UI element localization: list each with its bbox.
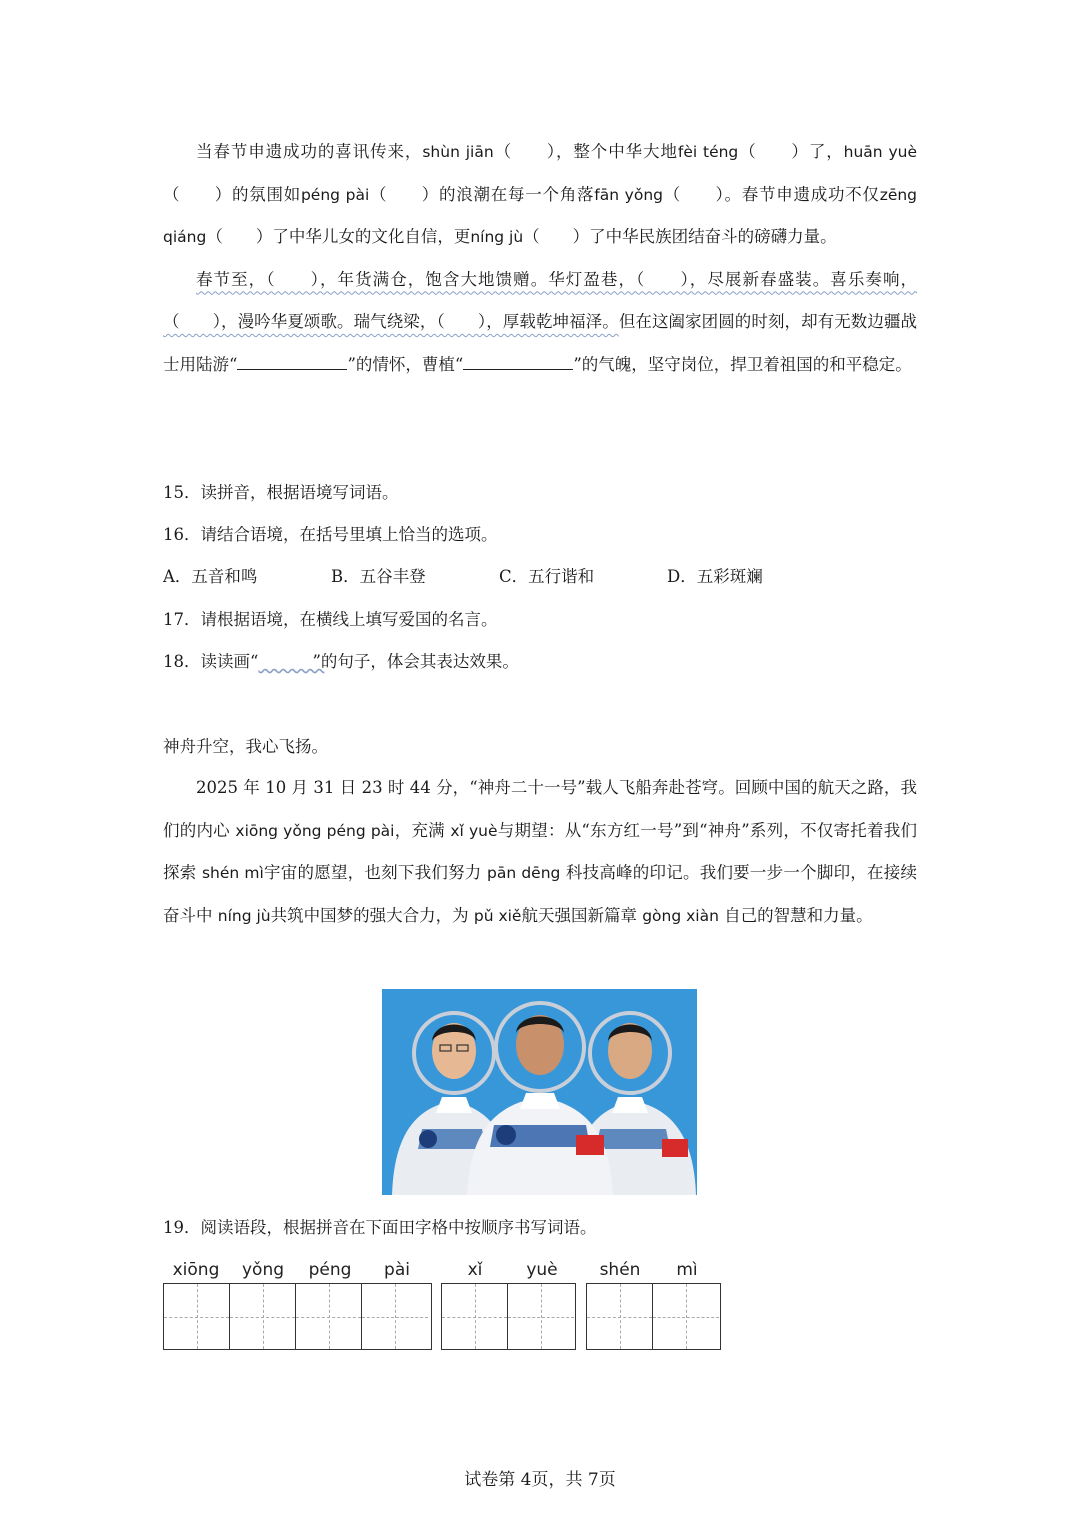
page-footer: 试卷第 4页，共 7页: [464, 1470, 616, 1490]
pinyin-label: xiōng: [172, 1260, 220, 1280]
option-a: A．五音和鸣: [163, 567, 258, 586]
option-c: C．五行谐和: [499, 567, 595, 586]
pinyin-label: mì: [676, 1260, 698, 1280]
text-run: 2025 年 10 月 31 日 23 时 44 分，“神舟二十一号”载人飞船奔赴苍穹。回顾中国的航天之路，我们的内心: [163, 778, 917, 840]
answer-blank[interactable]: [237, 368, 347, 370]
pinyin: pān dēng: [487, 864, 561, 882]
pinyin: xiōng yǒng péng pài: [235, 821, 395, 840]
tianzige-group-1: [163, 1283, 432, 1350]
question-16: 16．请结合语境，在括号里填上恰当的选项。: [163, 525, 498, 544]
pinyin: xǐ yuè: [450, 821, 498, 840]
text-run: 但在这阖家团圆的时刻，却有无数边疆战士用陆游“: [163, 312, 918, 374]
tianzige-group-2: [441, 1283, 576, 1350]
text-run: （ ）了中华儿女的文化自信，更: [206, 227, 471, 246]
text-run: 与期望：从“东方红一号”到“神舟”系列，不仅寄托着我们探索: [163, 820, 917, 882]
tianzige-cell[interactable]: [653, 1284, 719, 1349]
option-b: B．五谷丰登: [331, 567, 426, 586]
option-d: D．五彩斑斓: [667, 567, 763, 586]
tianzige-cell[interactable]: [296, 1284, 362, 1349]
tianzige-cell[interactable]: [508, 1284, 574, 1349]
tianzige-cell[interactable]: [230, 1284, 296, 1349]
pinyin-label: pài: [384, 1260, 410, 1280]
text-run: 18．读读画“: [163, 652, 259, 671]
question-18: [163, 650, 519, 674]
question-17: 17．请根据语境，在横线上填写爱国的名言。: [163, 610, 498, 629]
text-run: ”的情怀，曹植“: [347, 354, 464, 374]
passage-2-paragraph: [163, 767, 917, 937]
wavy-underlined-sentence: 春节至，（ ），年货满仓，饱含大地馈赠。华灯盈巷，（ ），尽展新春盛装。喜乐奏响，（ ），漫吟华夏颂歌。瑞气绕梁，（ ），厚载乾坤福泽。: [163, 269, 917, 331]
text-run: （ ）了中华民族团结奋斗的磅礴力量。: [523, 227, 837, 246]
answer-blank[interactable]: [463, 368, 573, 370]
tianzige-cell[interactable]: [442, 1284, 508, 1349]
text-run: （ ）的氛围如: [163, 184, 301, 204]
text-run: 自己的智慧和力量。: [718, 905, 873, 925]
pinyin: fèi téng: [677, 143, 739, 161]
question-16-options: [163, 565, 835, 589]
pinyin: níng jù: [470, 228, 524, 246]
pinyin: shùn jiān: [422, 143, 494, 161]
pinyin-label: yǒng: [241, 1260, 285, 1280]
pinyin: shén mì: [201, 864, 264, 882]
tianzige-cell[interactable]: [362, 1284, 428, 1349]
pinyin: níng jù: [217, 906, 271, 925]
pinyin: zēng qiáng: [163, 185, 918, 246]
text-run: （ ）了，: [738, 142, 844, 161]
pinyin-label: xǐ: [467, 1260, 483, 1280]
text-run: （ ），整个中华大地: [493, 142, 678, 161]
passage-2-title: 神舟升空，我心飞扬。: [163, 737, 328, 756]
pinyin: fān yǒng: [594, 185, 664, 204]
passage-2: [163, 767, 917, 937]
question-15: 15．读拼音，根据语境写词语。: [163, 483, 399, 502]
passage-1-paragraph-2: [163, 259, 917, 387]
pinyin: huān yuè: [843, 143, 917, 161]
tianzige-cell[interactable]: [164, 1284, 230, 1349]
passage-1: [163, 131, 917, 386]
pinyin-label: péng: [308, 1260, 352, 1280]
tianzige-cell[interactable]: [587, 1284, 653, 1349]
pinyin-label: yuè: [526, 1260, 558, 1280]
pinyin: pǔ xiě: [473, 906, 522, 925]
text-run: ”的句子，体会其表达效果。: [312, 652, 519, 671]
pinyin: péng pài: [300, 185, 370, 204]
text-run: 航天强国新篇章: [521, 905, 643, 925]
text-run: ，充满: [394, 820, 451, 840]
text-run: 当春节申遗成功的喜讯传来，: [196, 142, 423, 161]
pinyin-label: shén: [599, 1260, 641, 1280]
wavy-line-mark: ​: [258, 652, 325, 671]
passage-1-paragraph-1: [163, 131, 917, 259]
text-run: 共筑中国梦的强大合力，为: [270, 905, 474, 925]
astronaut-crew-photo: [382, 989, 697, 1195]
tianzige-group-3: [586, 1283, 721, 1350]
text-run: ”的气魄，坚守岗位，捍卫着祖国的和平稳定。: [573, 354, 912, 374]
pinyin: gòng xiàn: [642, 906, 719, 925]
question-19: 19．阅读语段，根据拼音在下面田字格中按顺序书写词语。: [163, 1218, 597, 1237]
text-run: （ ）。春节申遗成功不仅: [663, 184, 880, 204]
text-run: 宇宙的愿望，也刻下我们努力: [263, 863, 488, 882]
text-run: （ ）的浪潮在每一个角落: [369, 184, 595, 204]
text-run: 科技高峰的印记。我们要一步一个脚印，在接续奋斗中: [163, 863, 917, 925]
